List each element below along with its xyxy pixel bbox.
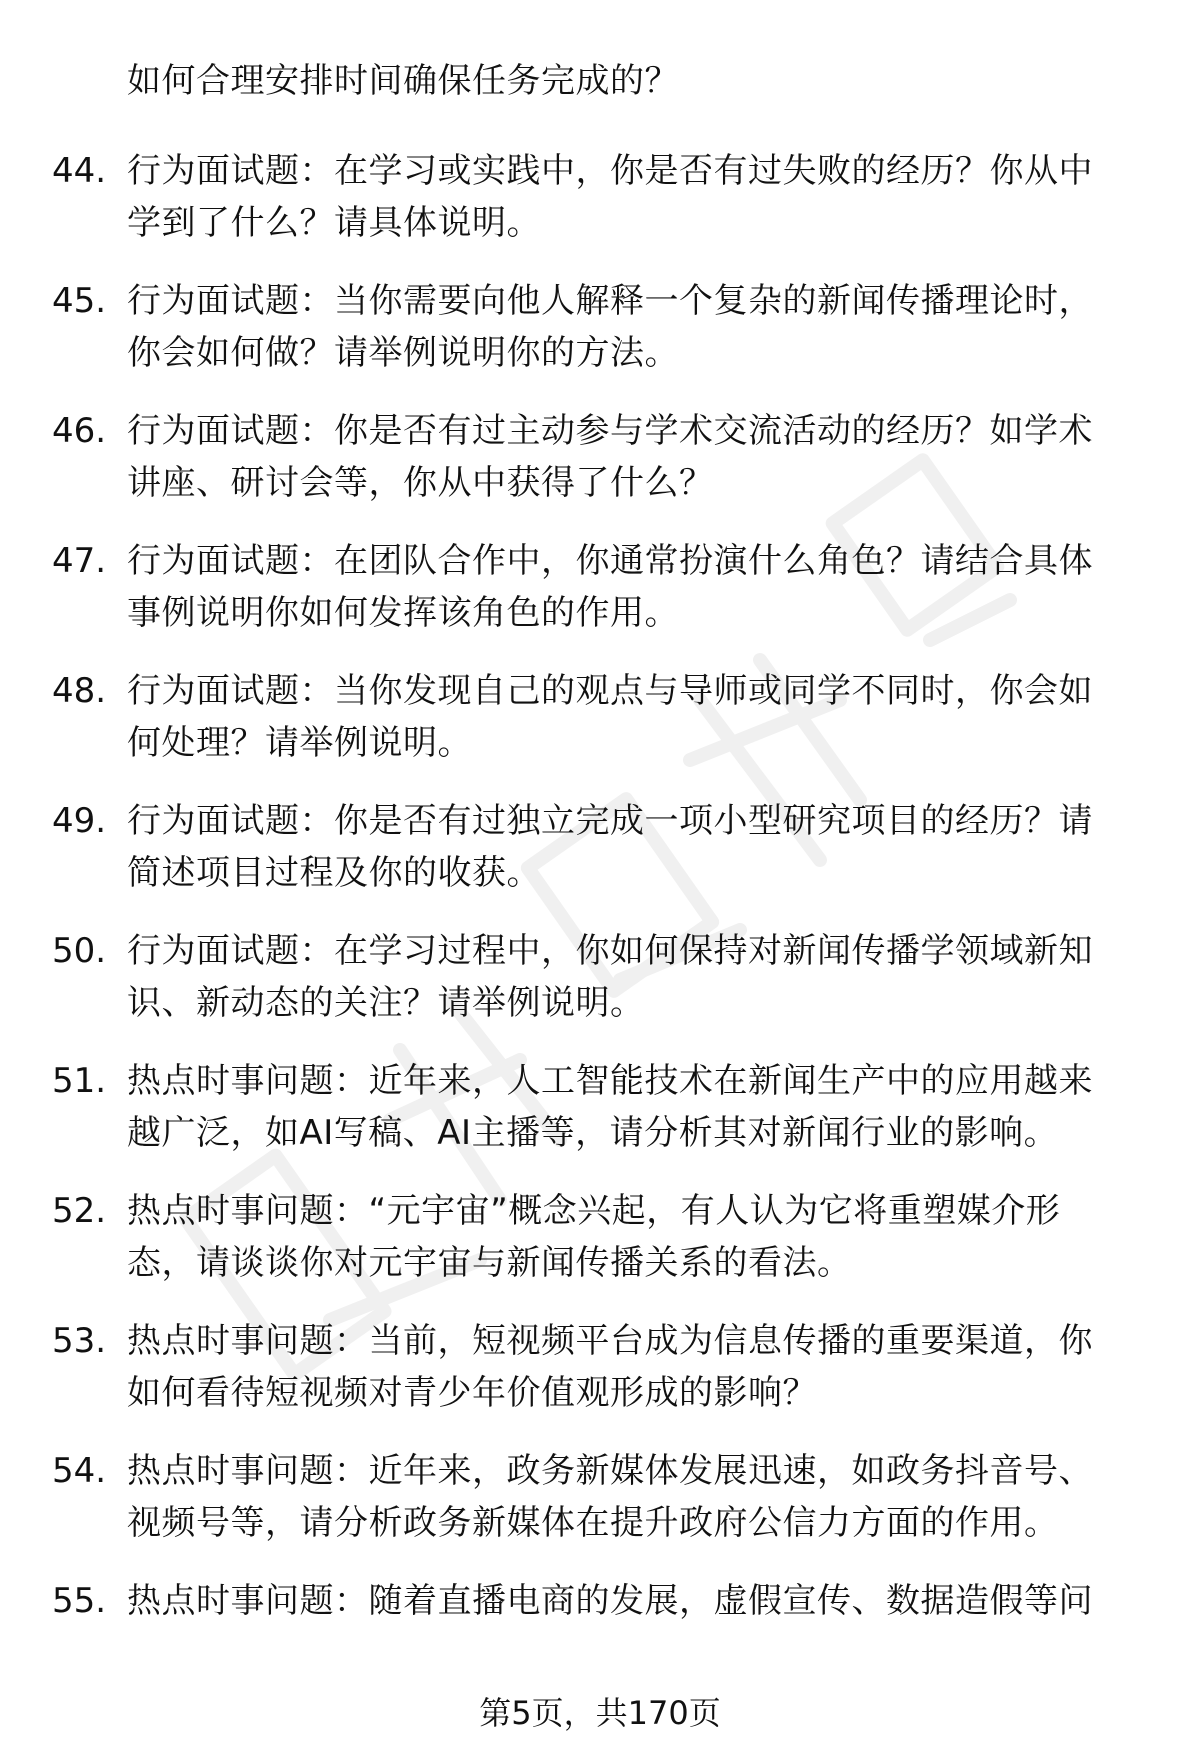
question-item bbox=[0, 1315, 1200, 1445]
question-text: 行为面试题：当你需要向他人解释一个复杂的新闻传播理论时， 你会如何做？请举例说明你的方法。 bbox=[127, 281, 1093, 373]
question-number: 50. bbox=[52, 931, 107, 971]
question-text: 热点时事问题：当前，短视频平台成为信息传播的重要渠道，你 如何看待短视频对青少年价值观形成的影响？ bbox=[127, 1321, 1093, 1413]
question-number: 51. bbox=[52, 1061, 107, 1101]
question-text: 行为面试题：你是否有过独立完成一项小型研究项目的经历？请 简述项目过程及你的收获。 bbox=[127, 801, 1093, 893]
question-text: 热点时事问题：近年来，人工智能技术在新闻生产中的应用越来 越广泛，如AI写稿、AI主播等，请分析其对新闻行业的影响。 bbox=[127, 1061, 1093, 1153]
question-text: 热点时事问题：“元宇宙”概念兴起，有人认为它将重塑媒介形 态，请谈谈你对元宇宙与新闻传播关系的看法。 bbox=[127, 1191, 1061, 1283]
question-text: 热点时事问题：近年来，政务新媒体发展迅速，如政务抖音号、 视频号等，请分析政务新媒体在提升政府公信力方面的作用。 bbox=[127, 1451, 1093, 1543]
question-item bbox=[0, 665, 1200, 795]
question-list bbox=[0, 145, 1200, 1705]
question-number: 54. bbox=[52, 1451, 107, 1491]
question-item bbox=[0, 1575, 1200, 1705]
question-item bbox=[0, 795, 1200, 925]
question-text: 热点时事问题：随着直播电商的发展，虚假宣传、数据造假等问 bbox=[127, 1581, 1093, 1621]
question-number: 44. bbox=[52, 151, 107, 191]
question-item bbox=[0, 535, 1200, 665]
question-number: 45. bbox=[52, 281, 107, 321]
question-number: 52. bbox=[52, 1191, 107, 1231]
question-item bbox=[0, 1055, 1200, 1185]
question-text: 行为面试题：在团队合作中，你通常扮演什么角色？请结合具体 事例说明你如何发挥该角色的作用。 bbox=[127, 541, 1093, 633]
question-text: 行为面试题：在学习或实践中，你是否有过失败的经历？你从中 学到了什么？请具体说明。 bbox=[127, 151, 1093, 243]
question-number: 48. bbox=[52, 671, 107, 711]
question-text: 行为面试题：当你发现自己的观点与导师或同学不同时，你会如 何处理？请举例说明。 bbox=[127, 671, 1093, 763]
question-number: 55. bbox=[52, 1581, 107, 1621]
question-item bbox=[0, 1185, 1200, 1315]
continuation-text: 如何合理安排时间确保任务完成的？ bbox=[127, 61, 679, 101]
question-number: 46. bbox=[52, 411, 107, 451]
question-number: 47. bbox=[52, 541, 107, 581]
page-footer: 第5页，共170页 bbox=[479, 1694, 721, 1732]
question-text: 行为面试题：你是否有过主动参与学术交流活动的经历？如学术 讲座、研讨会等，你从中获得了什么？ bbox=[127, 411, 1093, 503]
question-item bbox=[0, 405, 1200, 535]
question-text: 行为面试题：在学习过程中，你如何保持对新闻传播学领域新知 识、新动态的关注？请举例说明。 bbox=[127, 931, 1093, 1023]
question-number: 53. bbox=[52, 1321, 107, 1361]
question-item bbox=[0, 925, 1200, 1055]
question-number: 49. bbox=[52, 801, 107, 841]
question-item bbox=[0, 1445, 1200, 1575]
question-item bbox=[0, 145, 1200, 275]
question-item bbox=[0, 275, 1200, 405]
